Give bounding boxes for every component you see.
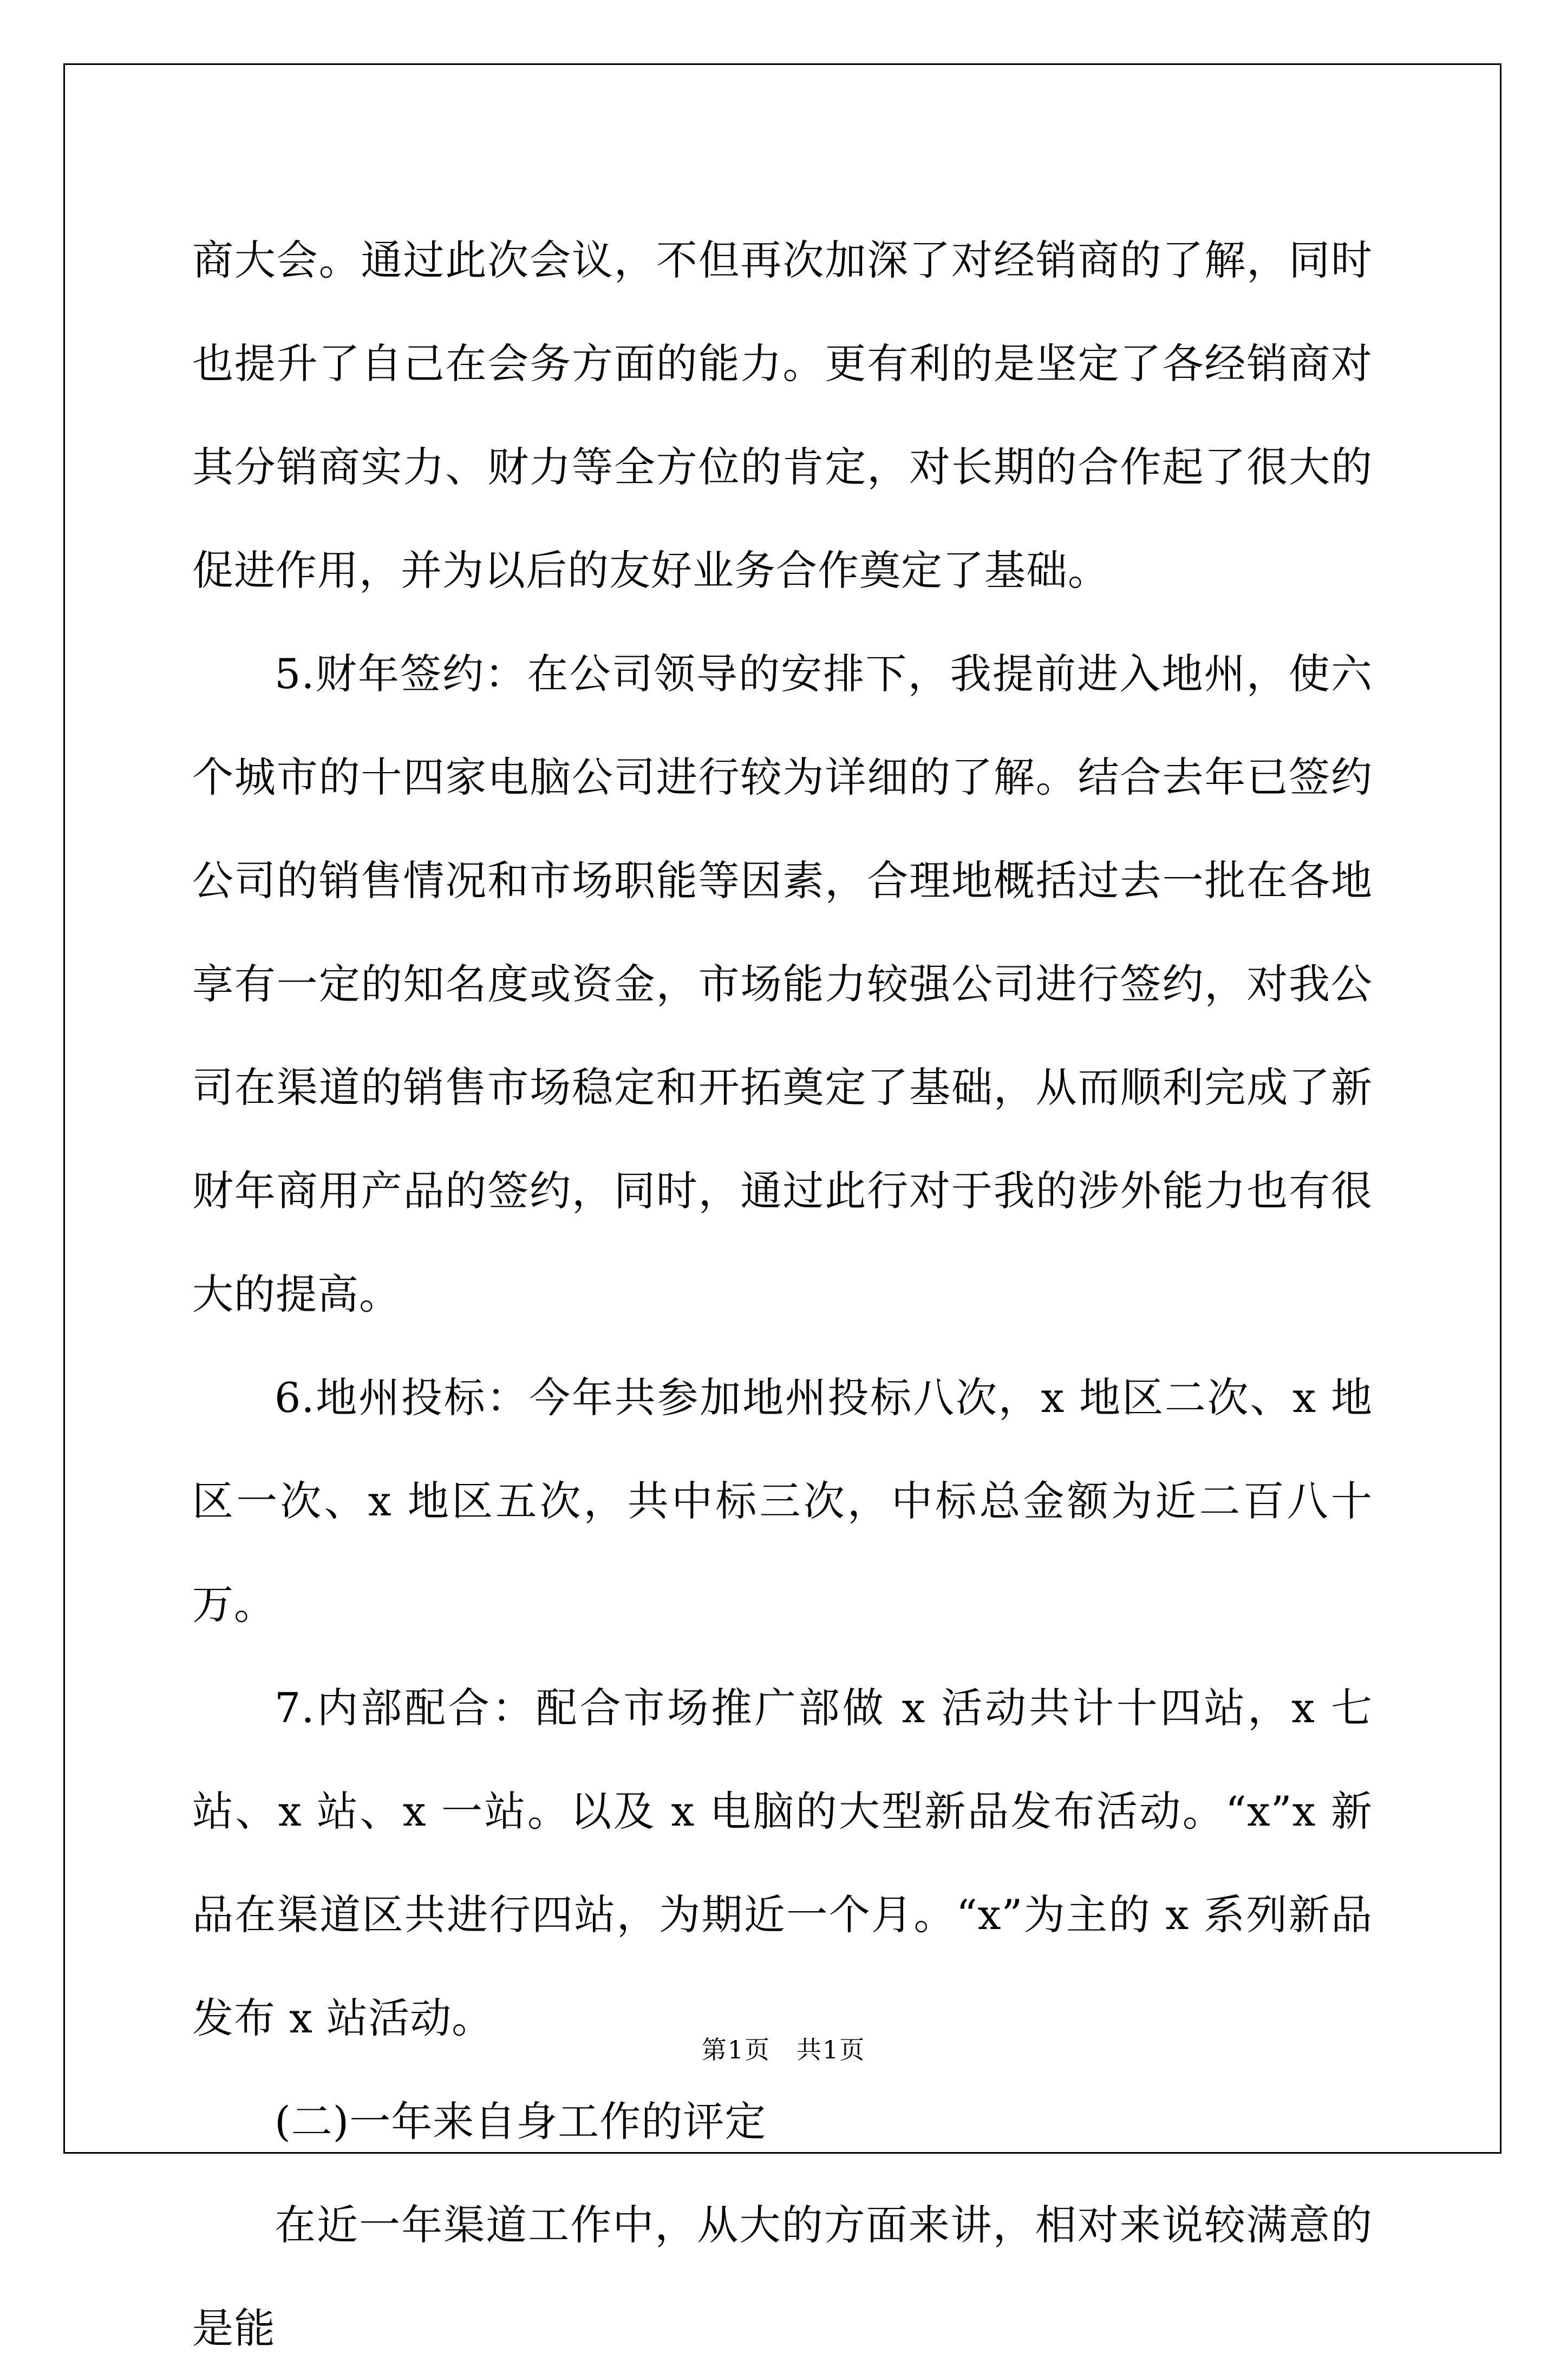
paragraph-5: 在近一年渠道工作中，从大的方面来讲，相对来说较满意的是能 [192,2201,1373,2352]
page-footer: 第1页 共1页 [701,2035,866,2064]
paragraph-3: 6.地州投标：今年共参加地州投标八次，x 地区二次、x 地区一次、x 地区五次，共中标三次，中标总金额为近二百八十万。 [192,1374,1373,1629]
paragraph-4: 7.内部配合：配合市场推广部做 x 活动共计十四站，x 七站、x 站、x 一站。以及 x 电脑的大型新品发布活动。“x”x 新品在渠道区共进行四站，为期近一个月。“x”为主的 x 系列新品发布 x 站活动。 [192,1684,1373,2042]
section-heading: (二)一年来自身工作的评定 [275,2097,767,2146]
paragraph-1: 商大会。通过此次会议，不但再次加深了对经销商的了解，同时也提升了自己在会务方面的能力。更有利的是坚定了各经销商对其分销商实力、财力等全方位的肯定，对长期的合作起了很大的促进作用，并为以后的友好业务合作奠定了基础。 [192,236,1373,594]
paragraph-2: 5.财年签约：在公司领导的安排下，我提前进入地州，使六个城市的十四家电脑公司进行较为详细的了解。结合去年已签约公司的销售情况和市场职能等因素，合理地概括过去一批在各地享有一定的知名度或资金，市场能力较强公司进行签约，对我公司在渠道的销售市场稳定和开拓奠定了基础，从而顺利完成了新财年商用产品的签约，同时，通过此行对于我的涉外能力也有很大的提高。 [192,650,1373,1318]
